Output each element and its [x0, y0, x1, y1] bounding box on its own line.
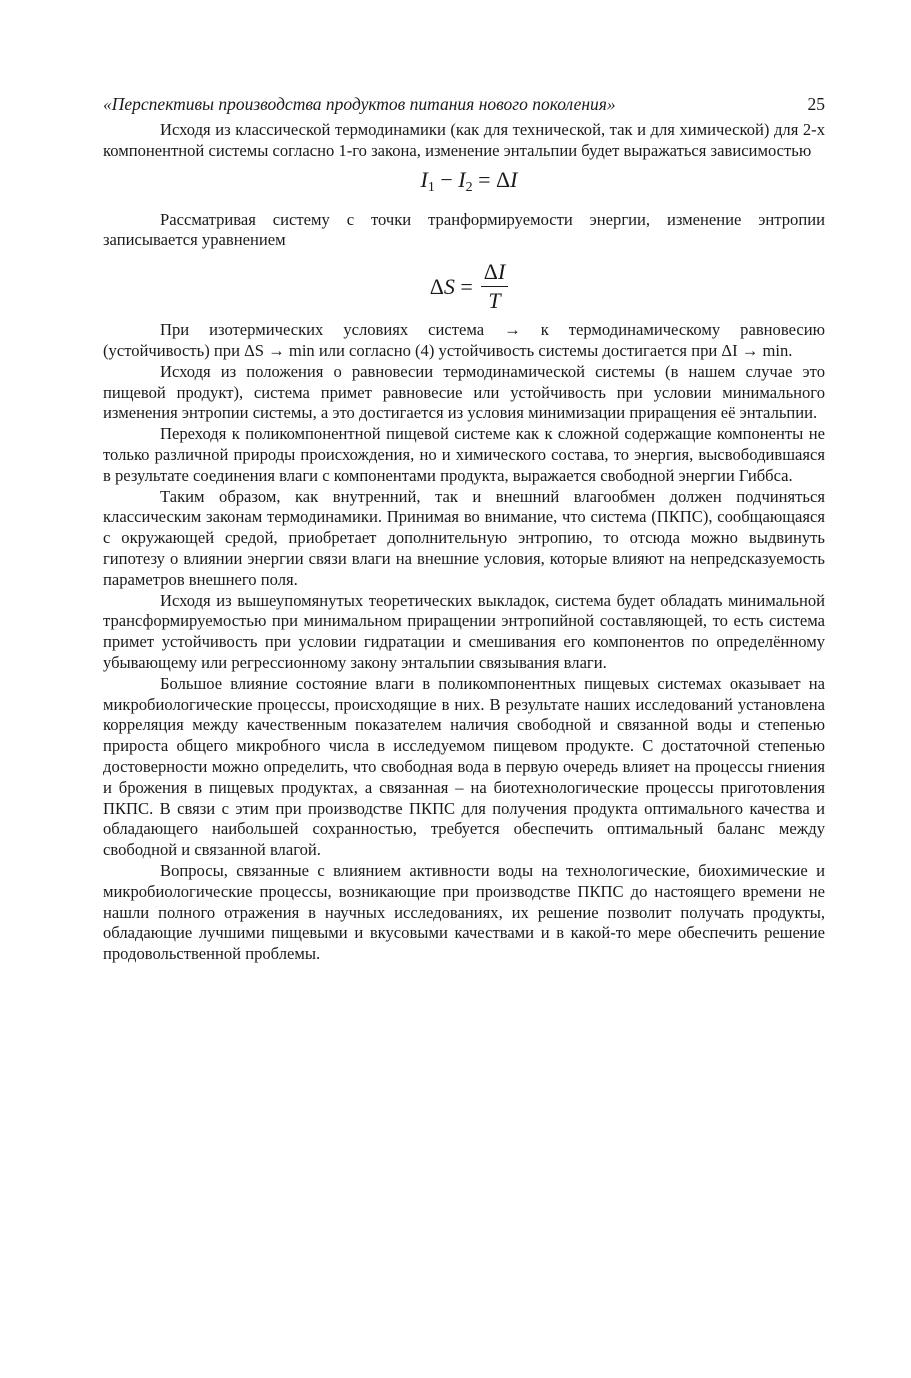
paragraph-microbiology: Большое влияние состояние влаги в поликомпонентных пищевых системах оказывает на микробиологические процессы, происходящие в них. В результате наших исследований установлена корреляция между качественным показателем наличия свободной и связанной воды и степенью прироста общего микробного числа в исследуемом пищевом продукте. С достаточной степенью достоверности можно определить, что свободная вода в первую очередь влияет на процессы гниения и брожения в пищевых продуктах, а связанная – на биотехнологические процессы приготовления ПКПС. В связи с этим при производстве ПКПС для получения продукта оптимального качества и обладающего наибольшей сохранностью, требуется обеспечить оптимальный баланс между свободной и связанной влагой.	[103, 673, 825, 860]
paragraph-moisture-exchange: Таким образом, как внутренний, так и внешний влагообмен должен подчиняться классическим законам термодинамики. Принимая во внимание, что система (ПКПС), сообщающаяся с окружающей средой, приобретает дополнительную энтропию, то отсюда можно выдвинуть гипотезу о влиянии энергии связи влаги на внешние условия, которые влияют на непредсказуемость параметров внешнего поля.	[103, 486, 825, 589]
formula-enthalpy-change	[103, 166, 825, 202]
paragraph-minimal-transformability: Исходя из вышеупомянутых теоретических выкладок, система будет обладать минимальной трансформируемостью при минимальном приращении энтропийной составляющей, то есть система примет устойчивость при условии гидратации и смешивания его компонентов по определённому убывающему или регрессионному закону энтальпии связывания влаги.	[103, 590, 825, 672]
paragraph-isothermal: При изотермических условиях система → к термодинамическому равновесию (устойчивость) при ΔS → min или согласно (4) устойчивость системы достигается при ΔI → min.	[103, 320, 825, 360]
formula-var-i1: I	[420, 166, 428, 192]
formula-sub-1: 1	[427, 179, 435, 195]
numerator-var: I	[497, 259, 506, 285]
formula-entropy-change	[103, 259, 825, 314]
fraction-denominator: T	[488, 288, 501, 314]
header-title: «Перспективы производства продуктов питания нового поколения»	[103, 94, 616, 114]
formula-lhs-var: S	[443, 273, 455, 299]
formula-lhs-delta: Δ	[429, 273, 444, 299]
formula-var-i2: I	[458, 166, 466, 192]
document-page	[103, 92, 825, 965]
paragraph-enthalpy-intro: Исходя из классической термодинамики (как для технической, так и для химической) для 2-х компонентной системы согласно 1-го закона, изменение энтальпии будет выражаться зависимостью	[103, 120, 825, 160]
paragraph-gibbs-energy: Переходя к поликомпонентной пищевой системе как к сложной содержащие компоненты не только различной природы происхождения, но и химического состава, то энергия, высвободившаяся в результате соединения влаги с компонентами продукта, выражается свободной энергии Гиббса.	[103, 424, 825, 485]
formula-equals: =	[478, 166, 491, 192]
paragraph-water-activity: Вопросы, связанные с влиянием активности воды на технологические, биохимические и микробиологические процессы, возникающие при производстве ПКПС до настоящего времени не нашли полного отражения в научных исследованиях, их решение позволит получать продукты, обладающие лучшими пищевыми и вкусовыми качествами и в какой-то мере обеспечить решение продовольственной проблемы.	[103, 860, 825, 964]
fraction-numerator	[481, 259, 508, 287]
formula-equals-2: =	[460, 273, 473, 299]
formula-minus: −	[440, 166, 453, 192]
paragraph-equilibrium: Исходя из положения о равновесии термодинамической системы (в нашем случае это пищевой продукт), система примет равновесие или устойчивость при условии минимального изменения энтропии системы, а это достигается из условия минимизации приращения её энтальпии.	[103, 361, 825, 423]
numerator-delta: Δ	[483, 259, 498, 285]
formula-delta: Δ	[496, 166, 511, 192]
formula-sub-2: 2	[465, 179, 473, 195]
paragraph-entropy-intro: Рассматривая систему с точки транформируемости энергии, изменение энтропии записывается уравнением	[103, 209, 825, 250]
running-header	[103, 92, 825, 120]
formula-var-i: I	[510, 166, 518, 192]
page-number: 25	[807, 94, 825, 114]
formula-fraction	[481, 259, 508, 314]
formula-lhs	[430, 274, 473, 300]
